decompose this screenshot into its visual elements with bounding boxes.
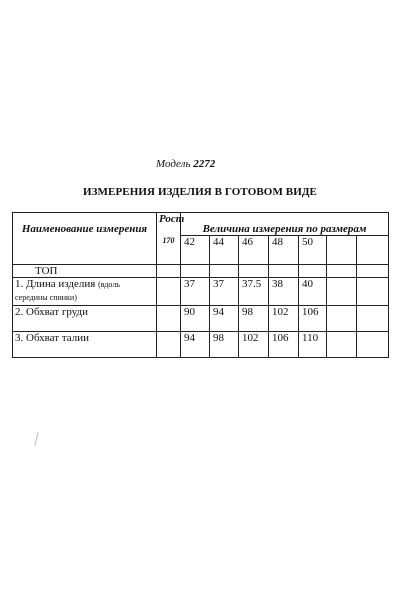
- header-height-label: Рост: [159, 213, 185, 225]
- stray-mark: [34, 432, 38, 446]
- size-cell: 50: [299, 236, 327, 265]
- table-row: [13, 306, 389, 332]
- header-name: Наименование измерения: [13, 213, 157, 265]
- value-cell: 98: [210, 332, 239, 358]
- value-cell: [327, 332, 357, 358]
- model-line: [156, 158, 215, 170]
- value-cell: [357, 306, 389, 332]
- value-cell: 106: [299, 306, 327, 332]
- value-cell: 106: [269, 332, 299, 358]
- value-cell: [357, 278, 389, 306]
- section-label: ТОП: [13, 265, 157, 278]
- model-number: 2272: [193, 158, 216, 170]
- value-cell: 94: [181, 332, 210, 358]
- header-values: Величина измерения по размерам: [181, 213, 389, 236]
- row-note: (вдоль середины спинки): [15, 280, 120, 302]
- model-label: Модель: [156, 158, 191, 170]
- header-height: [157, 213, 185, 265]
- value-cell: 40: [299, 278, 327, 306]
- size-cell: 44: [210, 236, 239, 265]
- table-row: [13, 278, 389, 306]
- value-cell: [327, 306, 357, 332]
- value-cell: 37: [181, 278, 210, 306]
- row-name: 2. Обхват груди: [13, 306, 157, 332]
- value-cell: 90: [181, 306, 210, 332]
- value-cell: 110: [299, 332, 327, 358]
- measurements-table: [12, 212, 389, 358]
- size-cell: [357, 236, 389, 265]
- section-row: [13, 265, 389, 278]
- header-height-value: 170: [162, 236, 175, 245]
- value-cell: 37.5: [239, 278, 269, 306]
- size-cell: 48: [269, 236, 299, 265]
- row-name-text: 1. Длина изделия: [15, 278, 96, 290]
- value-cell: 98: [239, 306, 269, 332]
- value-cell: [327, 278, 357, 306]
- row-name: [13, 278, 157, 306]
- value-cell: 38: [269, 278, 299, 306]
- value-cell: 102: [269, 306, 299, 332]
- size-cell: 46: [239, 236, 269, 265]
- table-row: [13, 332, 389, 358]
- size-cell: 42: [181, 236, 210, 265]
- value-cell: 102: [239, 332, 269, 358]
- document-title: ИЗМЕРЕНИЯ ИЗДЕЛИЯ В ГОТОВОМ ВИДЕ: [83, 186, 317, 198]
- value-cell: 37: [210, 278, 239, 306]
- value-cell: 94: [210, 306, 239, 332]
- row-name: 3. Обхват талии: [13, 332, 157, 358]
- value-cell: [357, 332, 389, 358]
- size-cell: [327, 236, 357, 265]
